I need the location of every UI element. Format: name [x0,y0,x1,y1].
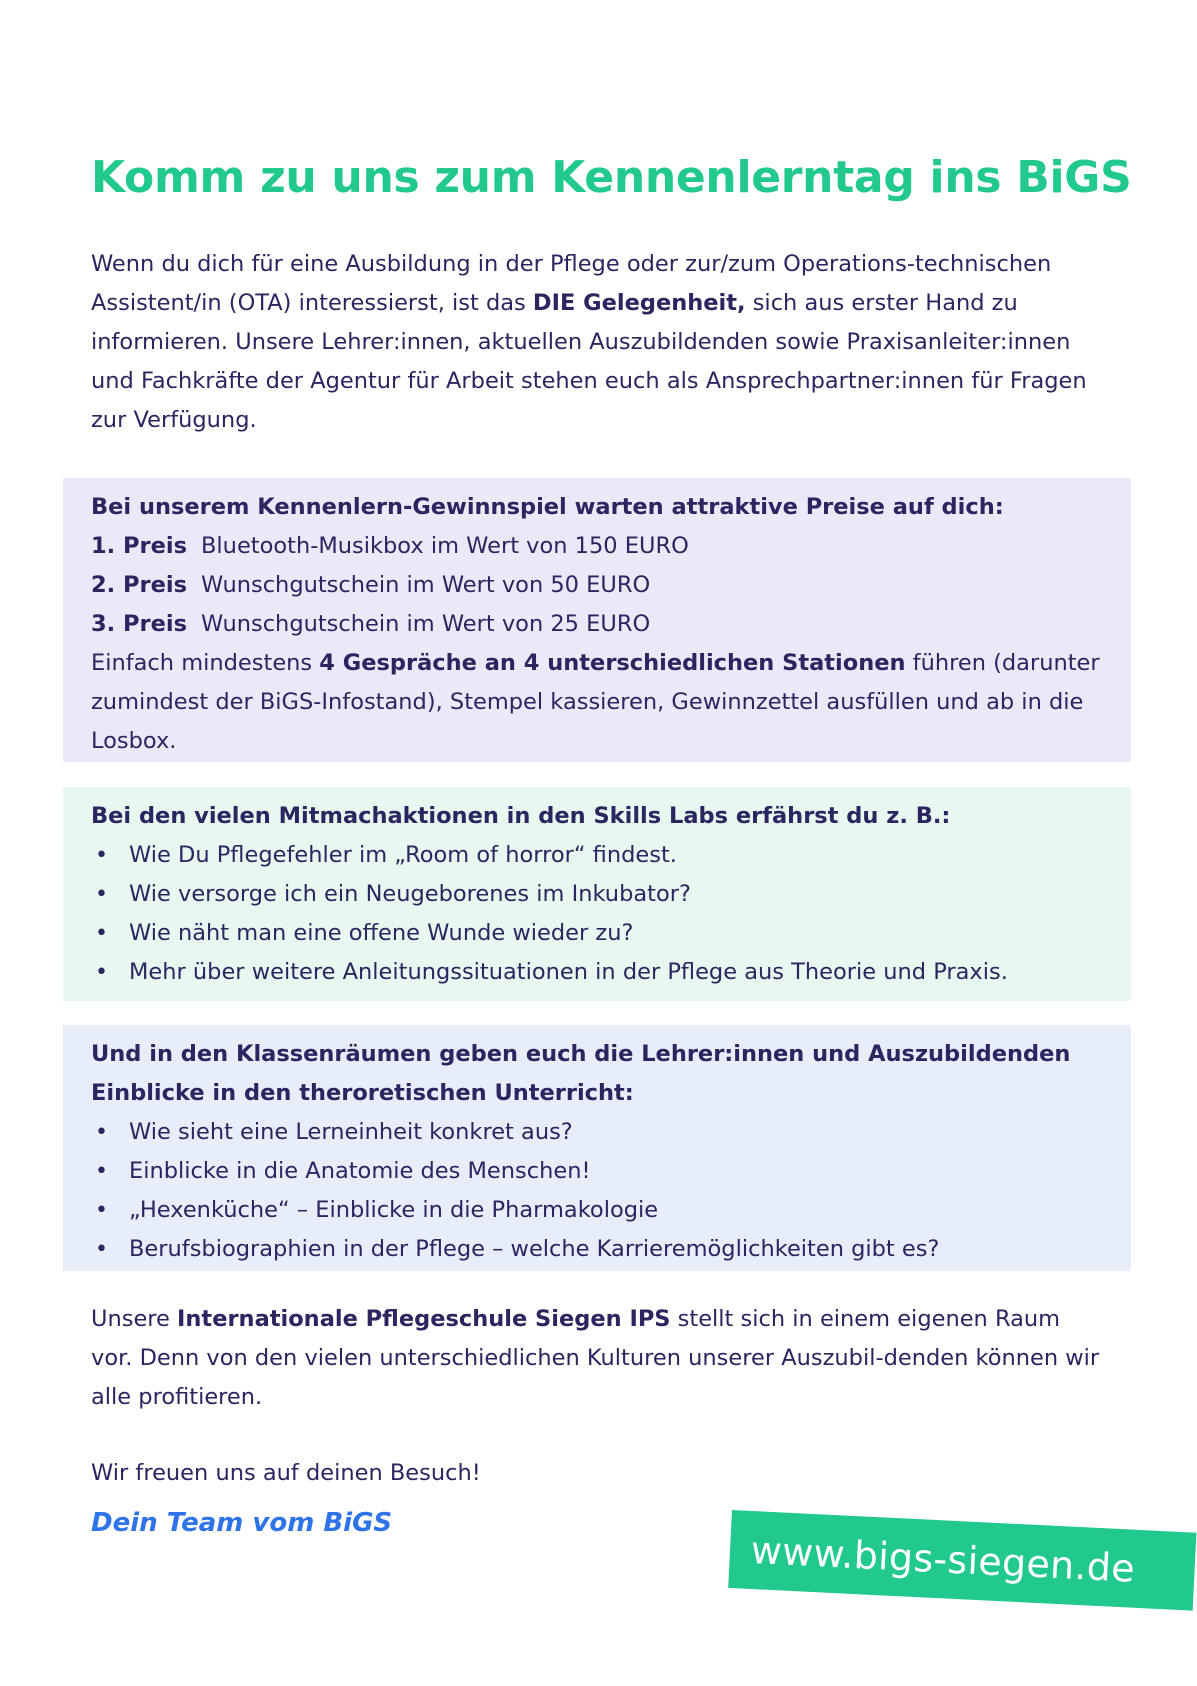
classrooms-heading: Und in den Klassenräumen geben euch die Lehrer:innen und Auszubildenden Einblicke in den theroretischen Unterricht: [91,1041,1071,1106]
list-item-text: Mehr über weitere Anleitungssituationen in der Pflege aus Theorie und Praxis. [129,959,1008,985]
list-item-text: Berufsbiographien in der Pflege – welche Karrieremöglichkeiten gibt es? [129,1236,940,1262]
bullet-icon: • [95,960,108,985]
intro-text-part2: sich aus erster Hand zu informieren. Unsere Lehrer:innen, aktuellen Auszubildenden sowie Praxisanleiter:innen und Fachkräfte der Agentur für Arbeit stehen euch als Ansprechpartner:innen für Fragen zur Verfügung. [91,290,1087,433]
website-link[interactable]: www.bigs-siegen.de [749,1528,1136,1591]
page-title: Komm zu uns zum Kennenlerntag ins BiGS [91,152,1132,203]
greeting: Wir freuen uns auf deinen Besuch! [91,1460,481,1486]
list-item [91,875,1103,914]
bullet-icon: • [95,882,108,907]
list-item [91,836,1103,875]
bullet-icon: • [95,1198,108,1223]
prize-description: Wunschgutschein im Wert von 25 EURO [201,611,651,637]
list-item [91,1191,1103,1230]
list-item [91,1113,1103,1152]
intro-text-part1: Wenn du dich für eine Ausbildung in der Pflege oder zur/zum Operations-technischen Assistent/in (OTA) interessierst, ist das [91,251,1052,316]
list-item-text: Wie Du Pflegefehler im „Room of horror“ findest. [129,842,677,868]
list-item [91,1230,1103,1269]
list-item-text: Wie näht man eine offene Wunde wieder zu? [129,920,634,946]
classrooms-list [91,1113,1103,1269]
prizes-rules [91,644,1103,761]
prizes-box [63,478,1131,762]
bullet-icon: • [95,1159,108,1184]
prize-rank: 3. Preis [91,611,187,637]
closing-highlight: Internationale Pflegeschule Siegen IPS [177,1306,671,1332]
skills-labs-box [63,787,1131,1001]
bullet-icon: • [95,843,108,868]
list-item-text: „Hexenküche“ – Einblicke in die Pharmakologie [129,1197,659,1223]
signature: Dein Team vom BiGS [91,1508,393,1538]
bullet-icon: • [95,1120,108,1145]
prize-item [91,605,1103,644]
rules-text-part2: führen (darunter zumindest der BiGS-Infostand), Stempel kassieren, Gewinnzettel ausfüllen und ab in die Losbox. [91,650,1100,754]
closing-text-part1: Unsere [91,1306,178,1332]
classrooms-box [63,1025,1131,1271]
bullet-icon: • [95,921,108,946]
list-item-text: Wie versorge ich ein Neugeborenes im Inkubator? [129,881,691,907]
intro-paragraph [91,245,1101,440]
prize-item [91,527,1103,566]
bullet-icon: • [95,1237,108,1262]
rules-highlight: 4 Gespräche an 4 unterschiedlichen Stationen [319,650,906,676]
closing-text-part2: stellt sich in einem eigenen Raum vor. Denn von den vielen unterschiedlichen Kulturen unserer Auszubil-denden können wir alle profitieren. [91,1306,1100,1410]
list-item-text: Einblicke in die Anatomie des Menschen! [129,1158,591,1184]
prize-rank: 1. Preis [91,533,187,559]
list-item-text: Wie sieht eine Lerneinheit konkret aus? [129,1119,573,1145]
intro-highlight: DIE Gelegenheit, [532,290,746,316]
skills-list [91,836,1103,992]
prize-description: Bluetooth-Musikbox im Wert von 150 EURO [201,533,689,559]
prize-rank: 2. Preis [91,572,187,598]
prizes-heading: Bei unserem Kennenlern-Gewinnspiel warten attraktive Preise auf dich: [91,494,1004,520]
closing-paragraph [91,1300,1101,1417]
prize-item [91,566,1103,605]
list-item [91,914,1103,953]
prize-description: Wunschgutschein im Wert von 50 EURO [201,572,651,598]
list-item [91,953,1103,992]
rules-text-part1: Einfach mindestens [91,650,320,676]
list-item [91,1152,1103,1191]
skills-heading: Bei den vielen Mitmachaktionen in den Skills Labs erfährst du z. B.: [91,803,951,829]
